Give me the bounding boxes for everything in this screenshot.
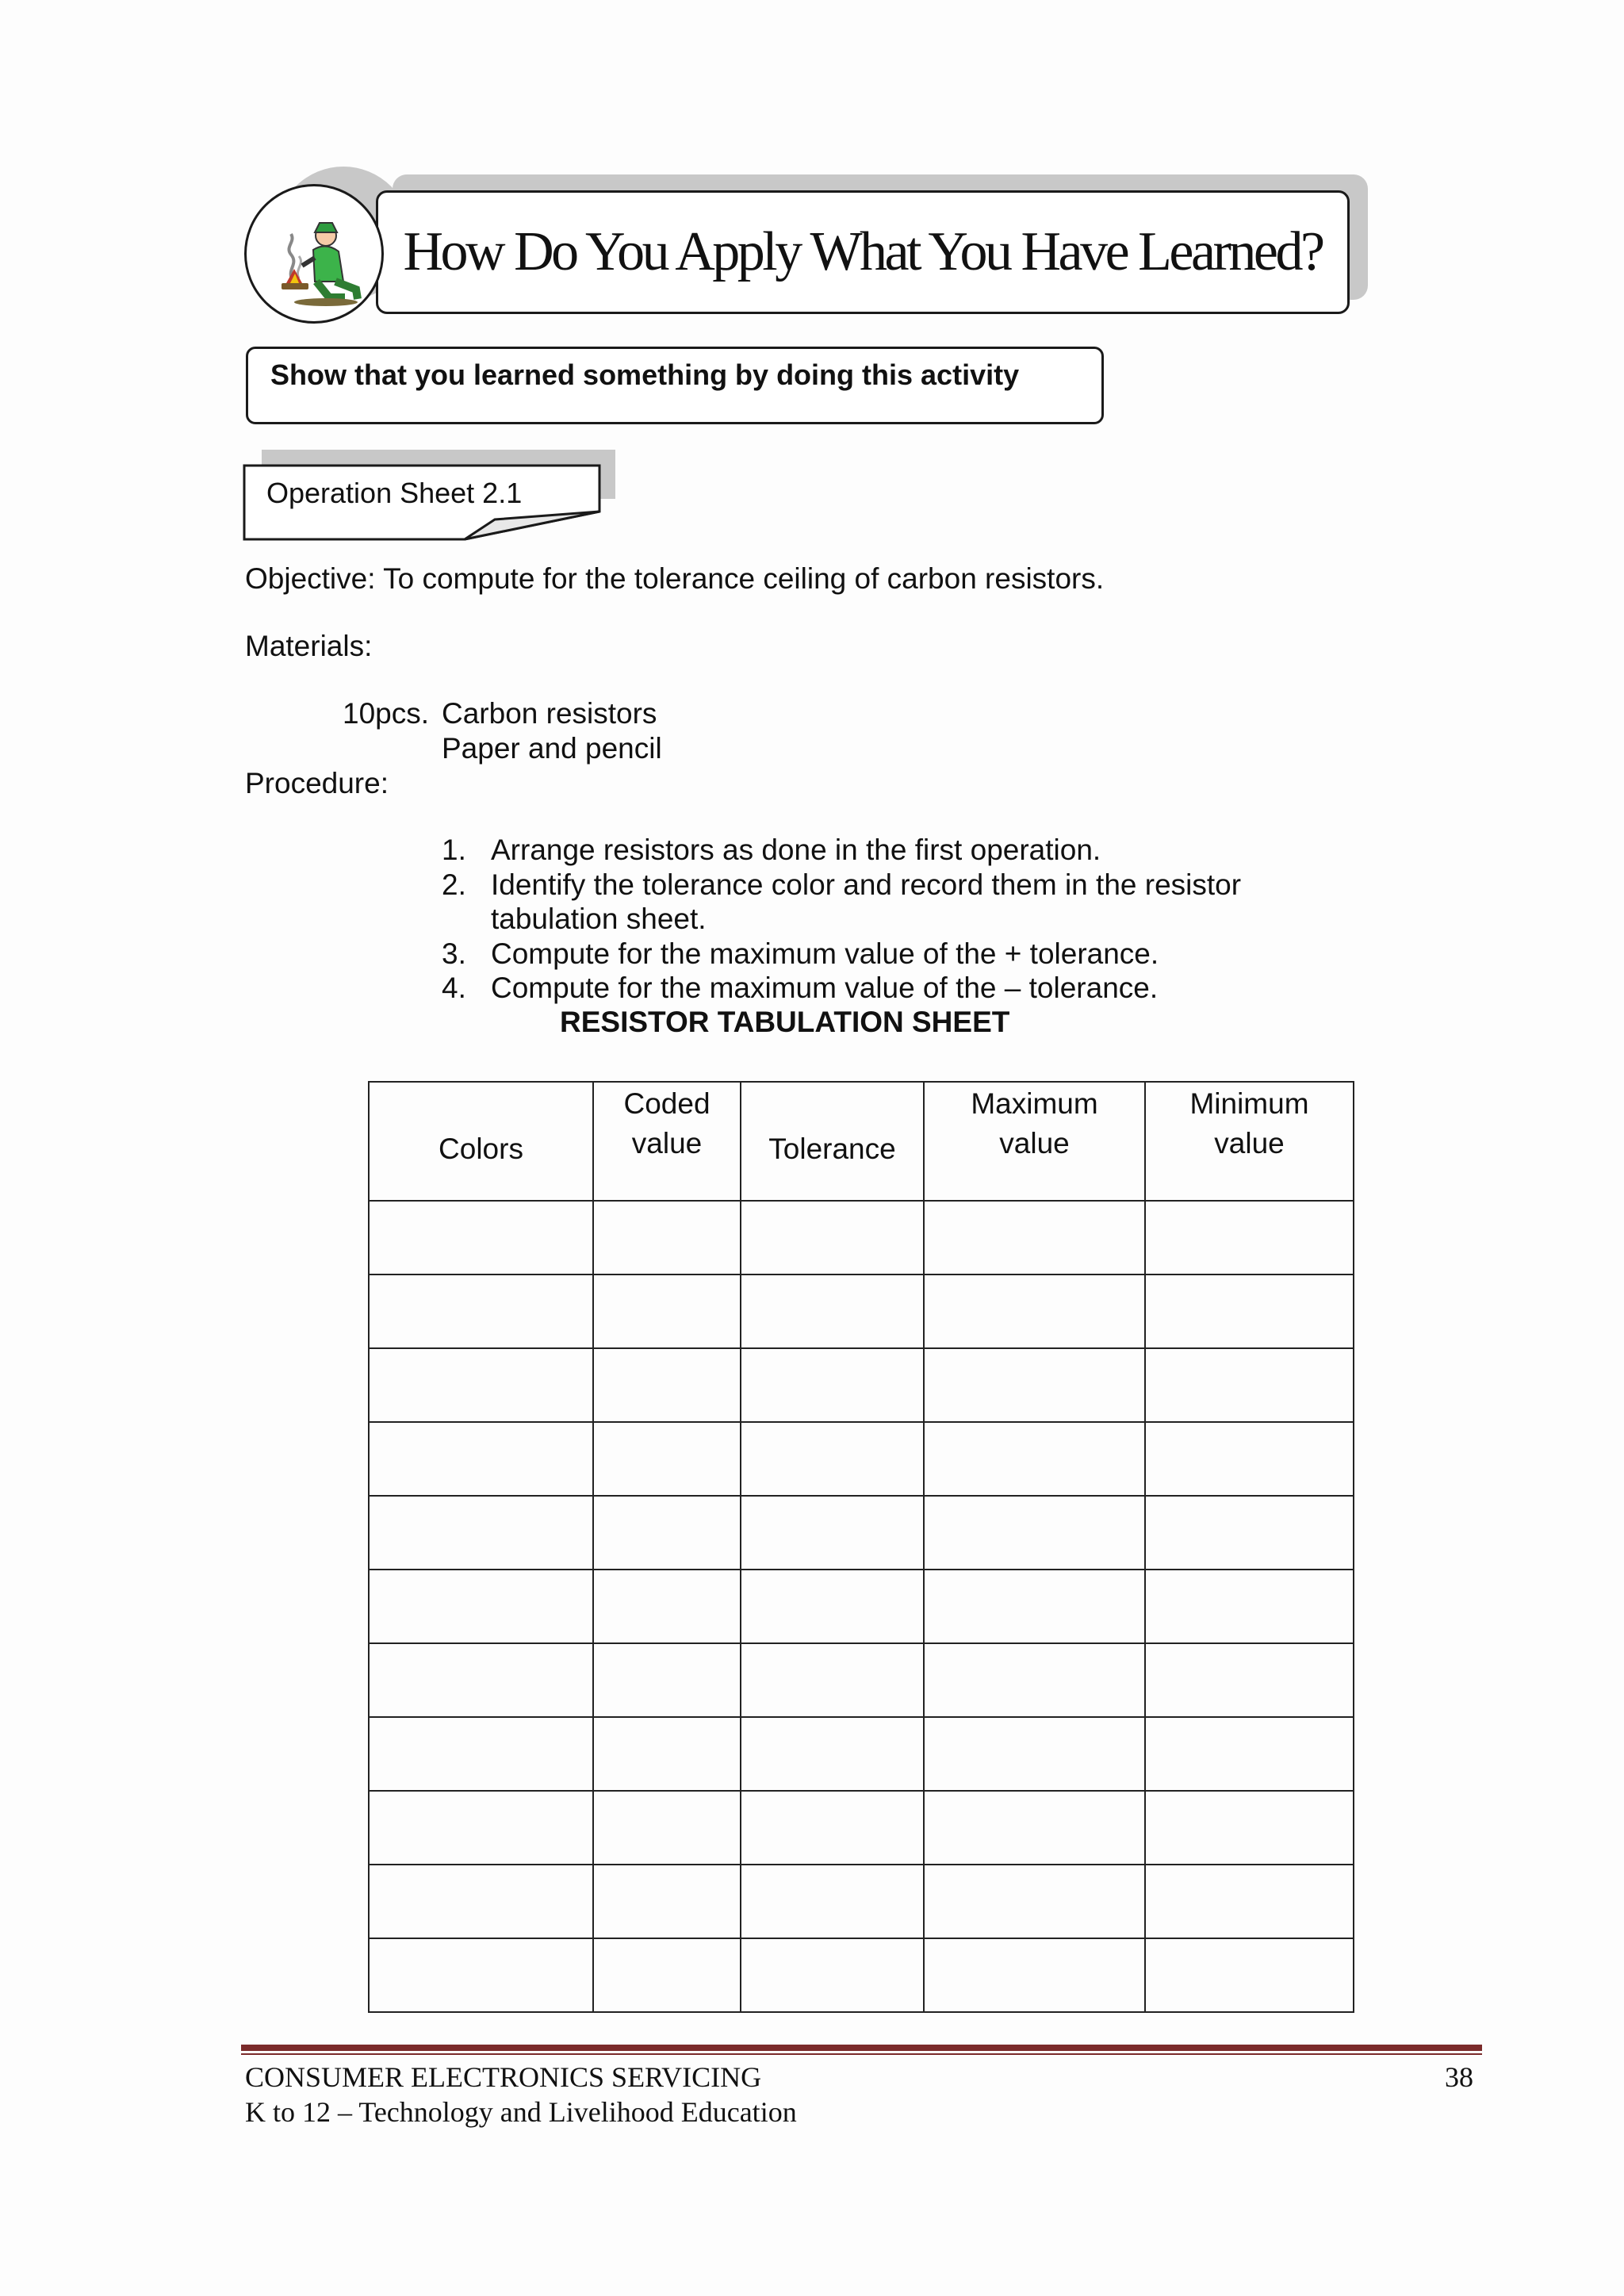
objective: Objective: To compute for the tolerance ceiling of carbon resistors. [245,562,1105,595]
table-cell[interactable] [1145,1274,1354,1348]
person-with-campfire-icon [247,186,381,321]
step-text: Compute for the maximum value of the – tolerance. [491,972,1159,1004]
step-number: 4. [442,972,466,1004]
table-row [369,1717,1354,1791]
table-row [369,1348,1354,1422]
table-cell[interactable] [593,1201,741,1274]
table-cell[interactable] [593,1348,741,1422]
page-title: How Do You Apply What You Have Learned? [403,221,1323,282]
table-cell[interactable] [741,1348,924,1422]
materials-quantity: 10pcs. [343,697,430,730]
table-cell[interactable] [369,1496,593,1570]
header-tolerance: Tolerance [741,1082,924,1201]
table-cell[interactable] [1145,1570,1354,1643]
table-row [369,1570,1354,1643]
table-cell[interactable] [741,1496,924,1570]
table-cell[interactable] [924,1201,1145,1274]
header-colors: Colors [369,1082,593,1201]
activity-prompt: Show that you learned something by doing this activity [270,358,1020,391]
table-cell[interactable] [593,1938,741,2012]
material-item: Paper and pencil [442,732,662,765]
table-header-row [369,1082,1354,1201]
table-cell[interactable] [924,1274,1145,1348]
table-cell[interactable] [369,1938,593,2012]
table-cell[interactable] [741,1938,924,2012]
table-cell[interactable] [741,1570,924,1643]
table-cell[interactable] [593,1791,741,1865]
material-item: Carbon resistors [442,697,657,730]
table-cell[interactable] [369,1201,593,1274]
logo-badge [244,184,384,324]
table-row [369,1201,1354,1274]
table-cell[interactable] [741,1865,924,1938]
table-row [369,1274,1354,1348]
header-minimum-value: Minimum value [1145,1082,1354,1201]
procedure-heading: Procedure: [245,767,389,799]
table-cell[interactable] [593,1570,741,1643]
step-text: Arrange resistors as done in the first operation. [491,834,1101,866]
table-cell[interactable] [1145,1938,1354,2012]
header-maximum-value: Maximum value [924,1082,1145,1201]
footer-program: K to 12 – Technology and Livelihood Education [245,2096,797,2128]
footer-rule-thin [241,2053,1482,2055]
table-cell[interactable] [1145,1348,1354,1422]
table-cell[interactable] [369,1274,593,1348]
table-row [369,1496,1354,1570]
table-cell[interactable] [741,1274,924,1348]
table-cell[interactable] [369,1865,593,1938]
footer-rule [241,2045,1482,2051]
table-cell[interactable] [741,1643,924,1717]
table-title: RESISTOR TABULATION SHEET [560,1006,1010,1038]
table-cell[interactable] [924,1791,1145,1865]
step-text-continued: tabulation sheet. [491,903,707,935]
table-cell[interactable] [741,1422,924,1496]
table-cell[interactable] [924,1717,1145,1791]
table-cell[interactable] [924,1865,1145,1938]
table-cell[interactable] [741,1717,924,1791]
table-cell[interactable] [593,1496,741,1570]
table-cell[interactable] [924,1643,1145,1717]
table-cell[interactable] [1145,1791,1354,1865]
table-cell[interactable] [369,1643,593,1717]
table-cell[interactable] [369,1570,593,1643]
table-row [369,1938,1354,2012]
step-number: 2. [442,868,466,901]
table-cell[interactable] [1145,1717,1354,1791]
table-cell[interactable] [924,1938,1145,2012]
table-cell[interactable] [924,1496,1145,1570]
table-cell[interactable] [1145,1201,1354,1274]
table-cell[interactable] [741,1791,924,1865]
table-row [369,1791,1354,1865]
step-number: 1. [442,834,466,866]
table-cell[interactable] [593,1643,741,1717]
table-cell[interactable] [369,1348,593,1422]
table-cell[interactable] [593,1422,741,1496]
table-cell[interactable] [593,1274,741,1348]
operation-sheet-label: Operation Sheet 2.1 [266,477,523,509]
table-row [369,1422,1354,1496]
table-cell[interactable] [593,1717,741,1791]
table-cell[interactable] [924,1422,1145,1496]
table-cell[interactable] [369,1791,593,1865]
table-cell[interactable] [1145,1865,1354,1938]
table-cell[interactable] [1145,1496,1354,1570]
table-cell[interactable] [369,1717,593,1791]
footer-course: CONSUMER ELECTRONICS SERVICING [245,2061,762,2093]
table-cell[interactable] [593,1865,741,1938]
table-cell[interactable] [924,1570,1145,1643]
materials-heading: Materials: [245,630,373,662]
step-number: 3. [442,937,466,970]
step-text: Identify the tolerance color and record them in the resistor [491,868,1242,901]
table-row [369,1865,1354,1938]
table-cell[interactable] [369,1422,593,1496]
table-cell[interactable] [1145,1643,1354,1717]
header-coded-value: Coded value [593,1082,741,1201]
resistor-tabulation-table [368,1081,1354,2013]
table-cell[interactable] [924,1348,1145,1422]
page-number: 38 [1445,2061,1473,2093]
table-cell[interactable] [741,1201,924,1274]
table-cell[interactable] [1145,1422,1354,1496]
step-text: Compute for the maximum value of the + tolerance. [491,937,1159,970]
table-row [369,1643,1354,1717]
